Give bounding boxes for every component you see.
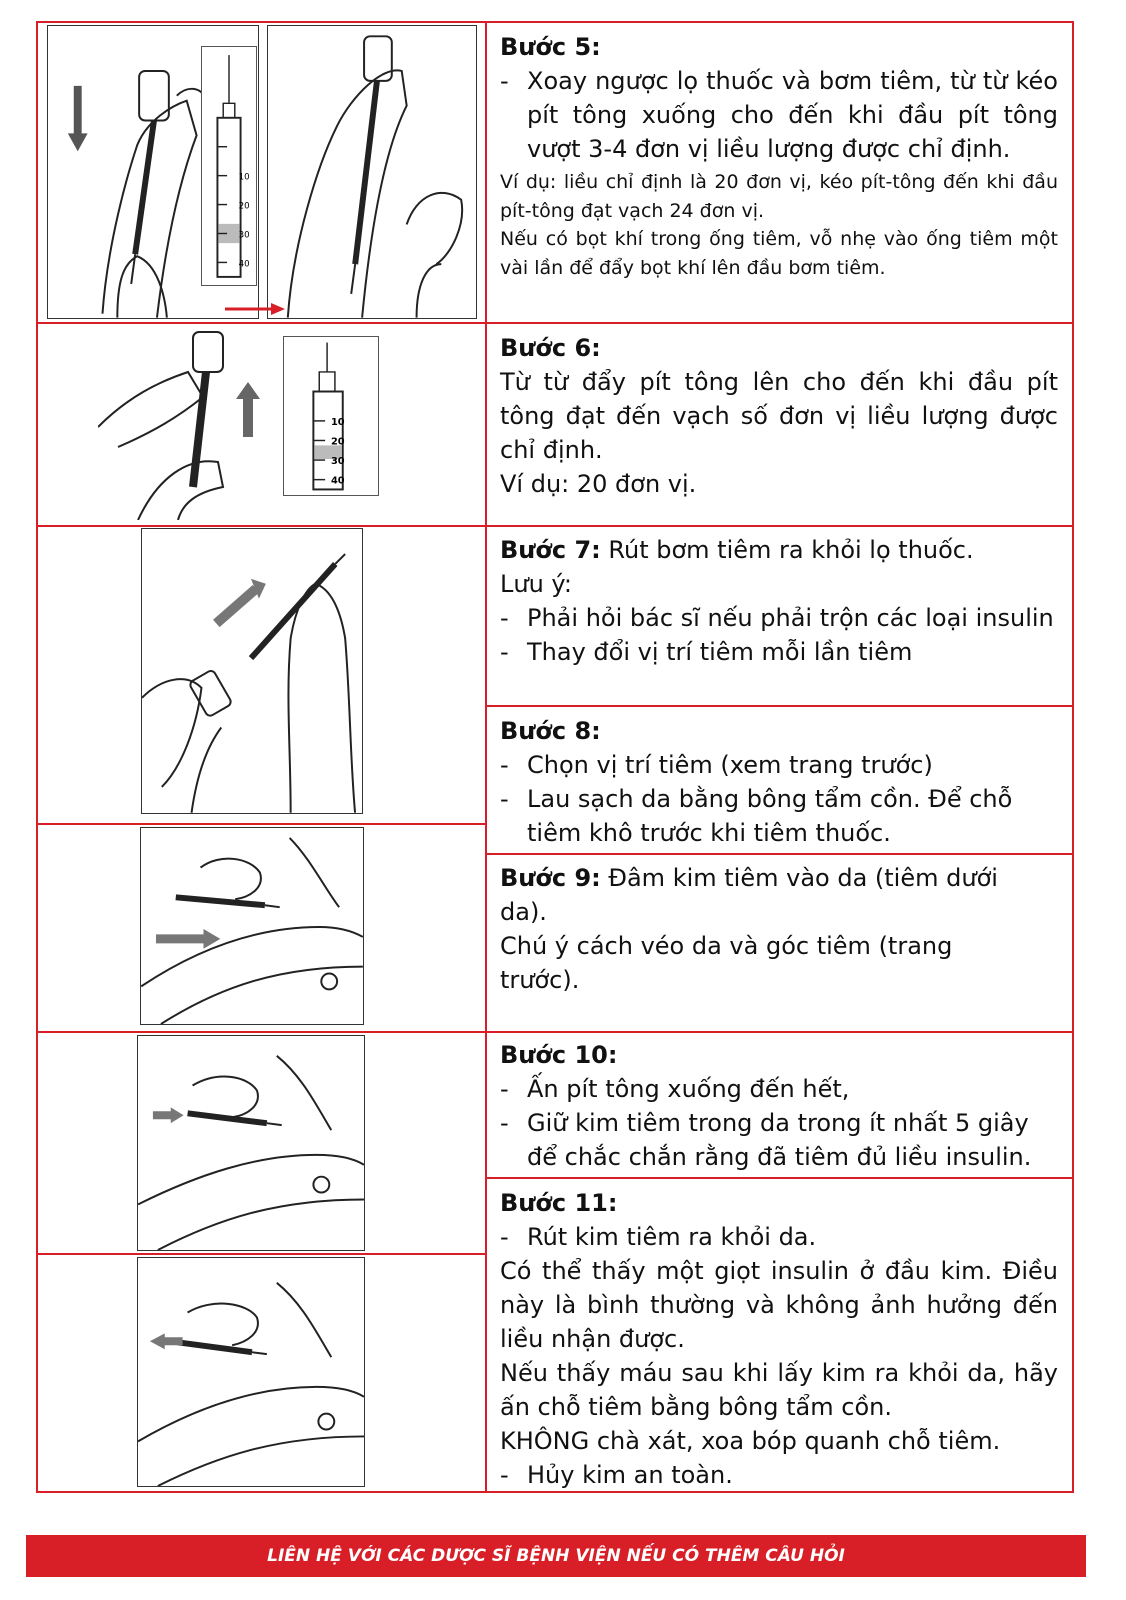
step11-para-warning: KHÔNG chà xát, xoa bóp quanh chỗ tiêm. bbox=[500, 1427, 1001, 1455]
step5-syringe-scale bbox=[201, 46, 257, 286]
step6-text bbox=[500, 331, 1058, 501]
step5-text bbox=[500, 30, 1058, 282]
step10-text bbox=[500, 1038, 1058, 1174]
step7-note-label: Lưu ý: bbox=[500, 570, 572, 598]
right-arrow-icon bbox=[225, 302, 287, 316]
step9-instruction: Đâm kim tiêm vào da (tiêm dưới da). bbox=[500, 864, 998, 926]
step11-para-blood: Nếu thấy máu sau khi lấy kim ra khỏi da, hãy ấn chỗ tiêm bằng bông tẩm cồn. bbox=[500, 1359, 1058, 1421]
step7-illustration-withdraw bbox=[141, 528, 363, 814]
scale-label-30: 30 bbox=[331, 455, 345, 467]
step7-bullet-mix: - Phải hỏi bác sĩ nếu phải trộn các loại insulin bbox=[500, 601, 1058, 635]
step9-note: Chú ý cách véo da và góc tiêm (trang trước). bbox=[500, 932, 953, 994]
step11-para-drop: Có thể thấy một giọt insulin ở đầu kim. Điều này là bình thường và không ảnh hưởng đến liều nhận được. bbox=[500, 1257, 1058, 1353]
step11-text bbox=[500, 1186, 1058, 1492]
scale-label-20: 20 bbox=[331, 436, 345, 448]
step7-bullet-rotate: - Thay đổi vị trí tiêm mỗi lần tiêm bbox=[500, 635, 1058, 669]
step6-example: Ví dụ: 20 đơn vị. bbox=[500, 470, 697, 498]
step7-title: Bước 7: bbox=[500, 536, 601, 564]
scale-label-40: 40 bbox=[331, 475, 345, 487]
step8-bullet-clean: - Lau sạch da bằng bông tẩm cồn. Để chỗ tiêm khô trước khi tiêm thuốc. bbox=[500, 782, 1058, 850]
step5-note-example: Ví dụ: liều chỉ định là 20 đơn vị, kéo pít-tông đến khi đầu pít-tông đạt vạch 24 đơn vị. bbox=[500, 171, 1058, 222]
scale-label-40: 40 bbox=[238, 259, 250, 270]
scale-label-30: 30 bbox=[238, 230, 250, 241]
step9-text bbox=[500, 861, 1030, 997]
footer-banner: LIÊN HỆ VỚI CÁC DƯỢC SĨ BỆNH VIỆN NẾU CÓ THÊM CÂU HỎI bbox=[26, 1535, 1086, 1577]
step5-note-bubbles: Nếu có bọt khí trong ống tiêm, vỗ nhẹ vào ống tiêm một vài lần để đẩy bọt khí lên đầu bơm tiêm. bbox=[500, 228, 1058, 279]
step9-illustration-insert bbox=[140, 827, 364, 1025]
step5-bullet: - Xoay ngược lọ thuốc và bơm tiêm, từ từ kéo pít tông xuống cho đến khi đầu pít tông vượt 3-4 đơn vị liều lượng được chỉ định. bbox=[500, 64, 1058, 166]
step6-instruction: Từ từ đẩy pít tông lên cho đến khi đầu pít tông đạt đến vạch số đơn vị liều lượng được chỉ định. bbox=[500, 368, 1058, 464]
step7-instruction: Rút bơm tiêm ra khỏi lọ thuốc. bbox=[600, 536, 974, 564]
step11-title: Bước 11: bbox=[500, 1189, 618, 1217]
step10-title: Bước 10: bbox=[500, 1041, 618, 1069]
step11-bullet-dispose: - Hủy kim an toàn. bbox=[500, 1458, 1058, 1492]
step11-illustration-remove bbox=[137, 1257, 365, 1487]
step5-title: Bước 5: bbox=[500, 33, 601, 61]
step6-illustration-push bbox=[98, 327, 278, 520]
step8-title: Bước 8: bbox=[500, 717, 601, 745]
scale-label-20: 20 bbox=[238, 201, 250, 212]
step6-title: Bước 6: bbox=[500, 334, 601, 362]
step8-text bbox=[500, 714, 1058, 850]
step10-bullet-hold: - Giữ kim tiêm trong da trong ít nhất 5 giây để chắc chắn rằng đã tiêm đủ liều insulin. bbox=[500, 1106, 1058, 1174]
step6-syringe-scale bbox=[283, 336, 379, 496]
scale-label-10: 10 bbox=[331, 416, 345, 428]
step10-illustration-press bbox=[137, 1035, 365, 1251]
scale-label-10: 10 bbox=[238, 172, 250, 183]
step11-bullet-remove: - Rút kim tiêm ra khỏi da. bbox=[500, 1220, 1058, 1254]
step8-bullet-site: - Chọn vị trí tiêm (xem trang trước) bbox=[500, 748, 1058, 782]
step10-bullet-press: - Ấn pít tông xuống đến hết, bbox=[500, 1072, 1058, 1106]
step7-text bbox=[500, 533, 1058, 669]
step9-title: Bước 9: bbox=[500, 864, 601, 892]
step5-illustration-tap bbox=[267, 25, 477, 319]
